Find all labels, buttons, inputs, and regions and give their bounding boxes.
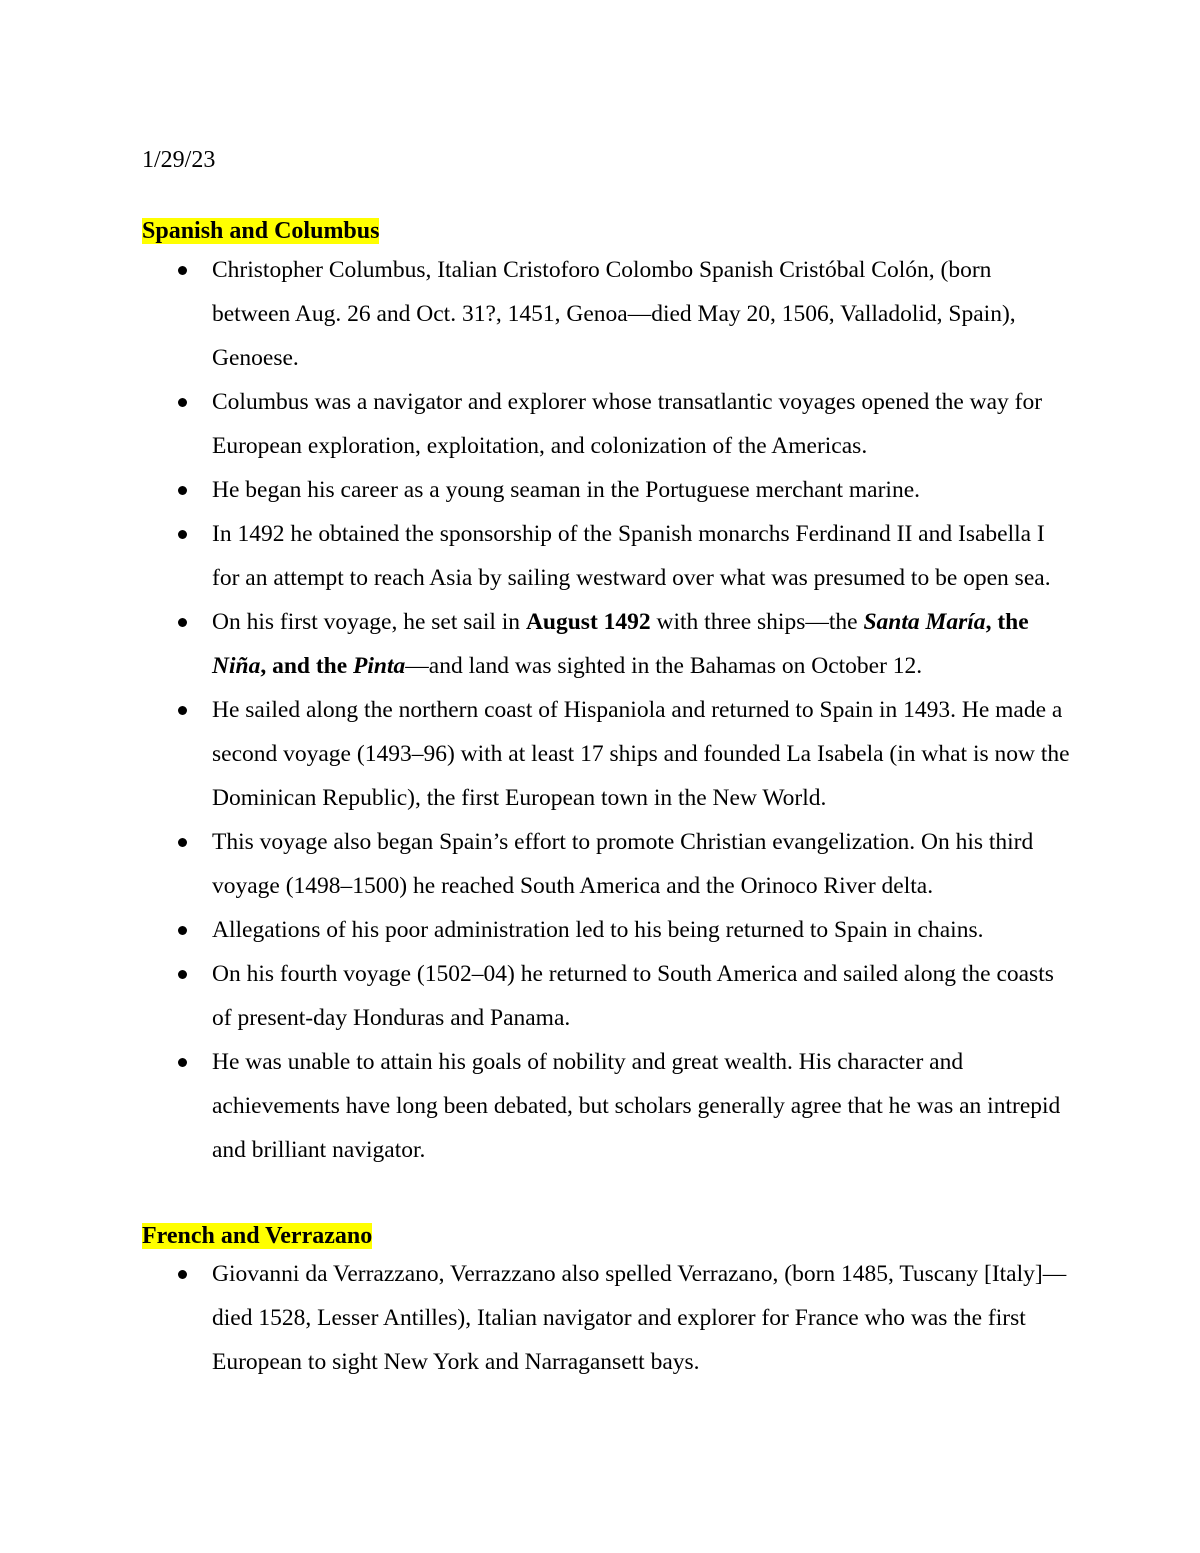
- section-spanish-columbus: [142, 215, 1102, 1172]
- list-item: [142, 512, 1072, 600]
- bullet-text: He began his career as a young seaman in the Portuguese merchant marine.: [212, 477, 920, 503]
- list-item: [142, 1252, 1072, 1384]
- document-date: 1/29/23: [142, 147, 216, 173]
- bullet-text: On his fourth voyage (1502–04) he returned to South America and sailed along the coasts of present-day Honduras and Panama.: [212, 961, 1054, 1031]
- list-item: [142, 468, 1072, 512]
- bullet-icon: [178, 266, 187, 275]
- bullet-icon: [178, 618, 187, 627]
- bullet-icon: [178, 530, 187, 539]
- heading-highlight: French and Verrazano: [142, 1223, 373, 1249]
- bullet-text-part: —and land was sighted in the Bahamas on October 12.: [405, 653, 923, 679]
- bullet-icon: [178, 838, 187, 847]
- ship-separator: , the: [985, 609, 1029, 635]
- bullet-text: In 1492 he obtained the sponsorship of the Spanish monarchs Ferdinand II and Isabella I for an attempt to reach Asia by sailing westward over what was presumed to be open sea.: [212, 521, 1051, 591]
- bullet-icon: [178, 1058, 187, 1067]
- ship-name-pinta: Pinta: [353, 653, 406, 679]
- ship-separator: , and the: [260, 653, 354, 679]
- bullet-list: [142, 1252, 1102, 1384]
- bullet-text: Allegations of his poor administration led to his being returned to Spain in chains.: [212, 917, 984, 943]
- list-item: [142, 1040, 1072, 1172]
- list-item: [142, 380, 1072, 468]
- bullet-icon: [178, 926, 187, 935]
- bullet-icon: [178, 486, 187, 495]
- section-french-verrazano: [142, 1220, 1102, 1384]
- bold-date: August 1492: [525, 609, 651, 635]
- list-item: [142, 952, 1072, 1040]
- bullet-text: He was unable to attain his goals of nobility and great wealth. His character and achievements have long been debated, but scholars generally agree that he was an intrepid and brilliant navigator.: [212, 1049, 1061, 1163]
- section-heading: [142, 215, 1102, 249]
- bullet-text: He sailed along the northern coast of Hispaniola and returned to Spain in 1493. He made a second voyage (1493–96) with at least 17 ships and founded La Isabela (in what is now the Dominican Republic), the first European town in the New World.: [212, 697, 1070, 811]
- bullet-icon: [178, 398, 187, 407]
- list-item: [142, 820, 1072, 908]
- list-item: [142, 908, 1072, 952]
- bullet-icon: [178, 706, 187, 715]
- bullet-text-part: with three ships—the: [650, 609, 864, 635]
- bullet-text: This voyage also began Spain’s effort to promote Christian evangelization. On his third voyage (1498–1500) he reached South America and the Orinoco River delta.: [212, 829, 1034, 899]
- ship-name-nina: Niña: [212, 653, 261, 679]
- bullet-icon: [178, 1270, 187, 1279]
- bullet-icon: [178, 970, 187, 979]
- list-item: [142, 248, 1072, 380]
- bullet-text: Giovanni da Verrazzano, Verrazzano also spelled Verrazano, (born 1485, Tuscany [Italy]—died 1528, Lesser Antilles), Italian navigator and explorer for France who was the first European to sight New York and Narragansett bays.: [212, 1261, 1067, 1375]
- list-item: [142, 688, 1072, 820]
- ship-name-santa-maria: Santa María: [863, 609, 986, 635]
- bullet-text: Columbus was a navigator and explorer whose transatlantic voyages opened the way for European exploration, exploitation, and colonization of the Americas.: [212, 389, 1043, 459]
- list-item: [142, 600, 1072, 688]
- heading-highlight: Spanish and Columbus: [142, 218, 380, 244]
- section-heading: [142, 1220, 1102, 1254]
- bullet-list: [142, 248, 1102, 1172]
- bullet-text-part: On his first voyage, he set sail in: [212, 609, 526, 635]
- bullet-text: Christopher Columbus, Italian Cristoforo Colombo Spanish Cristóbal Colón, (born between Aug. 26 and Oct. 31?, 1451, Genoa—died May 20, 1506, Valladolid, Spain), Genoese.: [212, 257, 1016, 371]
